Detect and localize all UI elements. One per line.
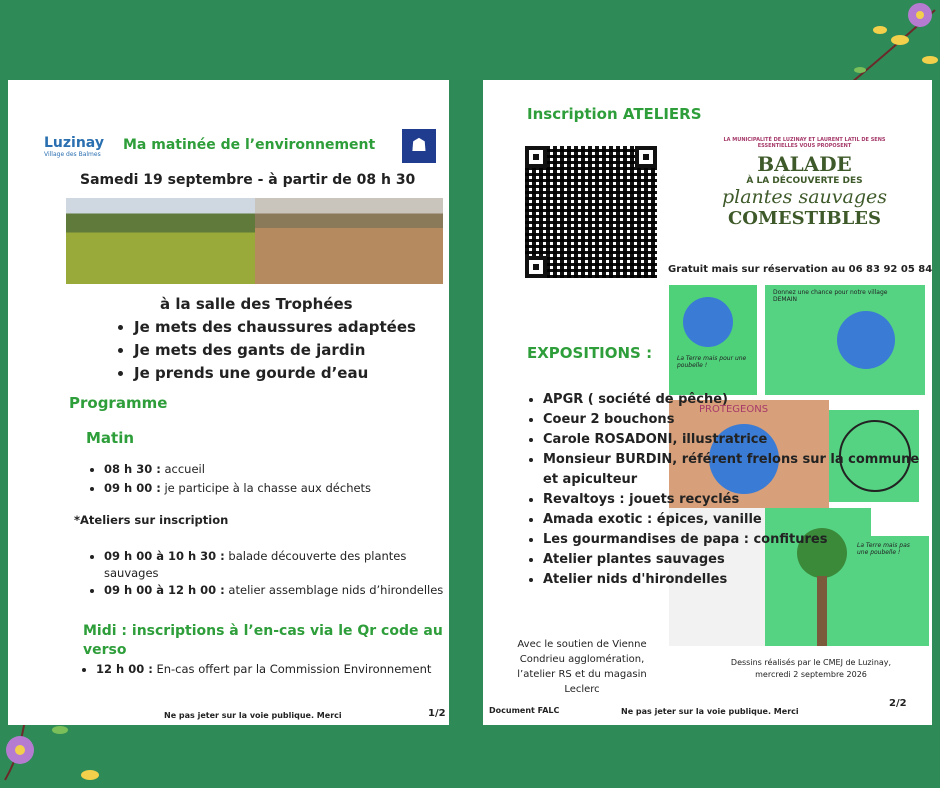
exposition-item: • Monsieur BURDIN, référent frelons sur la commune et apiculteur — [543, 450, 935, 490]
schedule-item: • 12 h 00 : En-cas offert par la Commission Environnement — [96, 661, 456, 678]
matin-heading: Matin — [86, 429, 135, 447]
balade-banner — [716, 137, 893, 255]
equipment-item: • Je mets des chaussures adaptées — [134, 316, 416, 339]
gratuit-text: Gratuit mais sur réservation au 06 83 92 05 84 — [668, 264, 933, 275]
midi-list — [78, 661, 456, 678]
schedule-item: • 08 h 30 : accueil — [104, 460, 434, 479]
schedule-item: • 09 h 00 à 10 h 30 : balade découverte des plantes sauvages — [104, 548, 444, 582]
banner-balade: BALADE — [757, 152, 852, 176]
ateliers-list — [86, 548, 444, 599]
exposition-item: • Coeur 2 bouchons — [543, 410, 935, 430]
banner-line3: plantes sauvages — [721, 186, 887, 208]
expositions-list — [525, 390, 935, 590]
exposition-item: • Atelier nids d'hirondelles — [543, 570, 935, 590]
flyer-page-1 — [8, 80, 449, 725]
exposition-item: • APGR ( société de pêche) — [543, 390, 935, 410]
drawing-earth-1: La Terre mais pour une poubelle ! — [669, 285, 757, 395]
qr-code[interactable] — [525, 146, 657, 278]
logo-subtitle: Village des Balmes — [44, 151, 101, 158]
page-number: 2/2 — [889, 698, 907, 709]
page-number: 1/2 — [428, 708, 446, 719]
matin-list — [86, 460, 434, 498]
luzinay-logo — [44, 132, 124, 162]
midi-heading: Midi : inscriptions à l’en-cas via le Qr code au verso — [83, 623, 443, 658]
banner-line2: À LA DÉCOUVERTE DES — [746, 176, 863, 186]
field-photo-left — [66, 198, 255, 284]
programme-heading: Programme — [69, 394, 168, 412]
venue: à la salle des Trophées — [160, 295, 353, 313]
drawing-protegeons: PROTEGEONS — [669, 400, 829, 508]
equipment-item: • Je mets des gants de jardin — [134, 339, 416, 362]
falc-reading-icon: ☗ — [402, 129, 436, 163]
exposition-item: • Revaltoys : jouets recyclés — [543, 490, 935, 510]
exposition-item: • Les gourmandises de papa : confitures — [543, 530, 935, 550]
equipment-list — [116, 316, 416, 385]
page-footer: Ne pas jeter sur la voie publique. Merci — [621, 707, 799, 716]
flyer-page-2 — [483, 80, 932, 725]
page-footer: Ne pas jeter sur la voie publique. Merci — [164, 711, 342, 720]
exposition-item: • Atelier plantes sauvages — [543, 550, 935, 570]
field-photo-right — [255, 198, 443, 284]
dessins-credit: Dessins réalisés par le CMEJ de Luzinay, mercredi 2 septembre 2026 — [730, 658, 892, 679]
exposition-item: • Carole ROSADONI, illustratrice — [543, 430, 935, 450]
soutien-text: Avec le soutien de Vienne Condrieu agglomération, l’atelier RS et du magasin Leclerc — [517, 639, 647, 695]
inscription-heading: Inscription ATELIERS — [527, 105, 702, 123]
schedule-item: • 09 h 00 à 12 h 00 : atelier assemblage nids d’hirondelles — [104, 582, 444, 599]
exposition-item: • Amada exotic : épices, vanille — [543, 510, 935, 530]
ateliers-note: *Ateliers sur inscription — [74, 513, 229, 527]
schedule-item: • 09 h 00 : je participe à la chasse aux déchets — [104, 479, 434, 498]
page-title: Ma matinée de l’environnement — [123, 137, 376, 153]
expositions-heading: EXPOSITIONS : — [527, 344, 653, 362]
date-line: Samedi 19 septembre - à partir de 08 h 30 — [80, 172, 416, 188]
logo-text: Luzinay — [44, 135, 104, 151]
drawing-village: Donnez une chance pour notre village DEMAIN — [765, 285, 925, 395]
drawing-poubelle: La Terre mais pas une poubelle ! — [851, 536, 929, 646]
document-falc: Document FALC — [489, 706, 560, 715]
banner-sponsor: LA MUNICIPALITÉ DE LUZINAY ET LAURENT LATIL DE SENS ESSENTIELLES VOUS PROPOSENT — [723, 137, 886, 149]
equipment-item: • Je prends une gourde d’eau — [134, 362, 416, 385]
banner-line4: COMESTIBLES — [727, 208, 882, 229]
